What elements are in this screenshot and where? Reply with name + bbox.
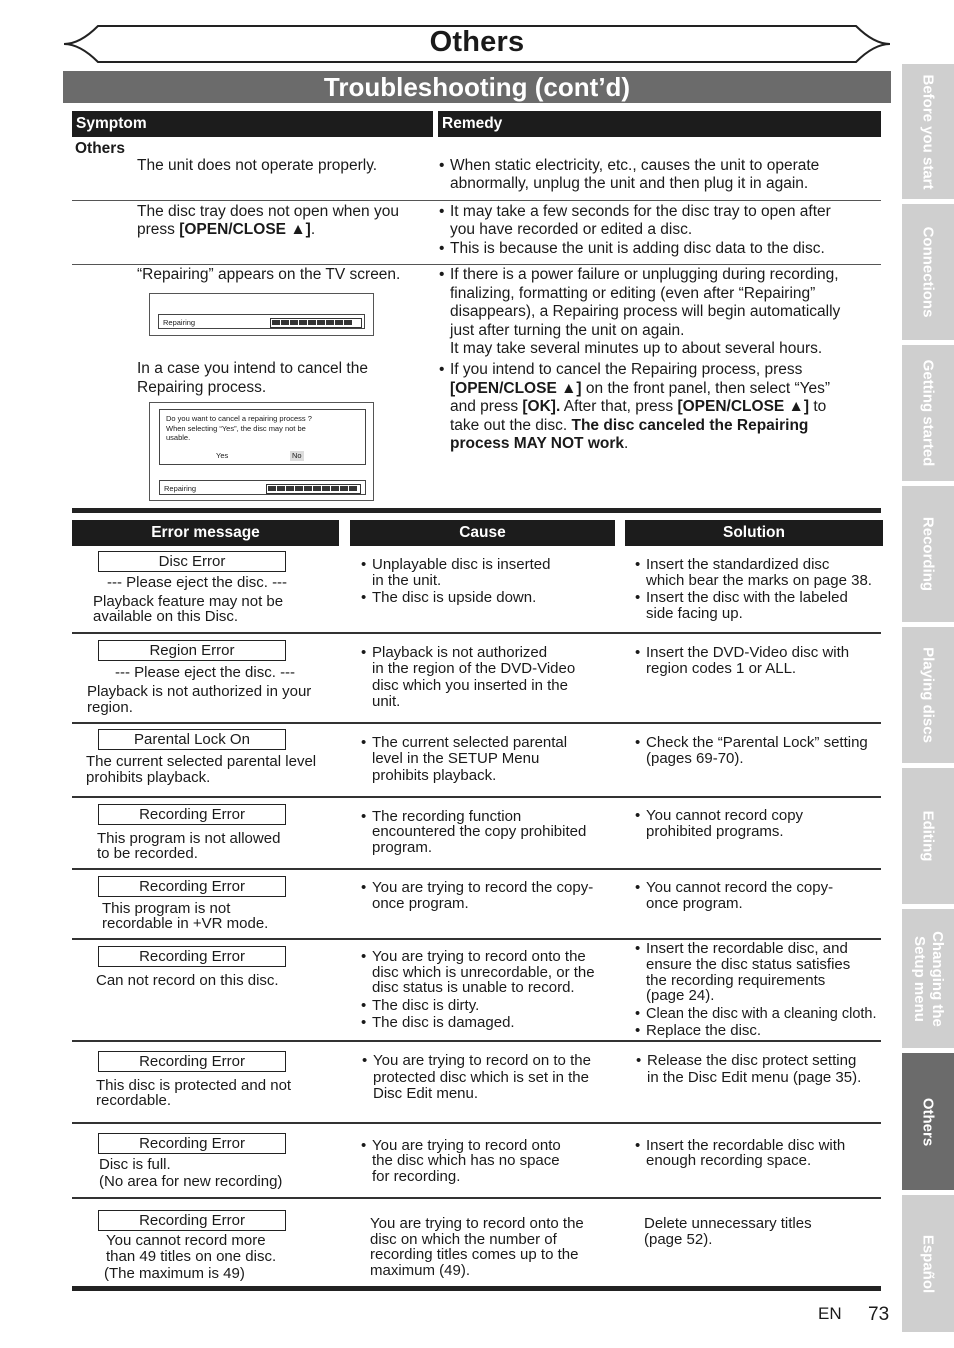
- cause-line: disc on which the number of: [370, 1231, 557, 1248]
- table-bottom-rule: [72, 1286, 881, 1291]
- progress-icon: [270, 318, 362, 328]
- error-message: region.: [87, 699, 133, 716]
- error-message: (The maximum is 49): [104, 1265, 245, 1282]
- cause-line: unit.: [372, 693, 401, 710]
- tab-playing-discs[interactable]: Playing discs: [902, 627, 954, 763]
- remedy-line: just after turning the unit on again.: [450, 322, 685, 339]
- cause-line: recording titles comes up to the: [370, 1246, 579, 1263]
- row-divider: [72, 1197, 881, 1199]
- solution-line: (page 24).: [646, 987, 715, 1004]
- repairing-label: Repairing: [164, 484, 197, 493]
- page-number: 73: [868, 1304, 890, 1325]
- row-divider: [72, 1122, 881, 1124]
- dialog-text: When selecting “Yes”, the disc may not be: [166, 423, 306, 433]
- remedy-line: • It may take a few seconds for the disc tray to open after: [450, 203, 831, 222]
- solution-line: • Insert the recordable disc, and: [646, 941, 848, 958]
- tab-espanol[interactable]: Español: [902, 1195, 954, 1332]
- remedy-text: on the front panel, then select “Yes”: [581, 380, 831, 397]
- symptom-text: The disc tray does not open when you: [137, 203, 399, 220]
- cause-line: maximum (49).: [370, 1262, 471, 1279]
- error-message: recordable in +VR mode.: [102, 915, 269, 932]
- error-message-header: Error message: [72, 520, 339, 546]
- solution-line: • You cannot record the copy-: [646, 880, 833, 897]
- solution-line: ensure the disc status satisfies: [646, 956, 851, 973]
- remedy-line: you have recorded or edited a disc.: [450, 221, 693, 238]
- error-box: Parental Lock On: [98, 729, 286, 750]
- solution-line: • Check the “Parental Lock” setting: [646, 735, 868, 752]
- error-message: You cannot record more: [106, 1232, 266, 1249]
- solution-line: • You cannot record copy: [646, 808, 803, 825]
- error-message: This disc is protected and not: [96, 1077, 292, 1094]
- tab-getting-started[interactable]: Getting started: [902, 345, 954, 481]
- cause-line: Disc Edit menu.: [373, 1085, 479, 1102]
- error-box: Recording Error: [98, 804, 286, 825]
- symptom-text: “Repairing” appears on the TV screen.: [137, 266, 401, 283]
- cause-line: encountered the copy prohibited: [372, 823, 587, 840]
- cause-line: • You are trying to record the copy-: [372, 880, 593, 897]
- solution-line: • Release the disc protect setting: [647, 1053, 856, 1070]
- error-box: Region Error: [98, 640, 286, 661]
- symptom-text: The unit does not operate properly.: [137, 157, 378, 174]
- language-label: EN: [818, 1304, 842, 1323]
- error-message: Can not record on this disc.: [96, 972, 279, 989]
- row-divider: [72, 200, 881, 201]
- cause-header: Cause: [350, 520, 615, 546]
- row-divider: [72, 722, 881, 724]
- error-box: Recording Error: [98, 946, 286, 967]
- warning-text: The disc canceled the Repairing: [571, 417, 809, 434]
- open-close-key: [OPEN/CLOSE ▲]: [450, 380, 582, 397]
- row-divider: [72, 264, 881, 265]
- error-message: (No area for new recording): [99, 1173, 283, 1190]
- remedy-line: [450, 398, 826, 417]
- error-message: Disc is full.: [99, 1156, 171, 1173]
- remedy-line: • If you intend to cancel the Repairing process, press: [450, 361, 802, 380]
- yes-option: Yes: [216, 451, 229, 460]
- symptom-header: Symptom: [72, 111, 433, 137]
- tab-changing-setup-menu[interactable]: Changing the Setup menu: [902, 909, 954, 1048]
- cause-line: • Playback is not authorized: [372, 645, 547, 662]
- error-message: available on this Disc.: [93, 608, 239, 625]
- error-message: --- Please eject the disc. ---: [115, 664, 296, 681]
- cause-line: for recording.: [372, 1168, 461, 1185]
- error-box: Recording Error: [98, 1051, 286, 1072]
- error-message: This program is not allowed: [97, 830, 281, 847]
- cause-line: the disc which has no space: [372, 1152, 560, 1169]
- solution-line: side facing up.: [646, 605, 743, 622]
- symptom-text: In a case you intend to cancel the: [137, 360, 368, 377]
- solution-line: • Clean the disc with a cleaning cloth.: [646, 1006, 877, 1023]
- solution-line: (pages 69-70).: [646, 750, 744, 767]
- error-message: than 49 titles on one disc.: [106, 1248, 277, 1265]
- cause-line: disc status is unable to record.: [372, 979, 575, 996]
- symptom-period: .: [310, 221, 316, 238]
- table-divider: [72, 508, 881, 513]
- solution-line: in the Disc Edit menu (page 35).: [647, 1069, 862, 1086]
- error-box: Disc Error: [98, 551, 286, 572]
- tab-connections[interactable]: Connections: [902, 204, 954, 340]
- remedy-line: [450, 435, 628, 454]
- remedy-header: Remedy: [438, 111, 881, 137]
- remedy-text: .: [624, 435, 629, 452]
- open-close-key: [OPEN/CLOSE ▲]: [179, 221, 311, 238]
- repairing-label: Repairing: [163, 318, 196, 327]
- solution-line: enough recording space.: [646, 1152, 812, 1169]
- ok-key: [OK].: [522, 398, 561, 415]
- error-message: The current selected parental level: [86, 753, 317, 770]
- solution-line: the recording requirements: [646, 972, 826, 989]
- solution-line: (page 52).: [644, 1231, 713, 1248]
- dialog-text: Do you want to cancel a repairing process ?: [166, 414, 312, 423]
- tv-screen-cancel-dialog: [149, 402, 374, 501]
- error-box: Recording Error: [98, 1133, 286, 1154]
- page-title: Others: [429, 26, 525, 58]
- symptom-text: Repairing process.: [137, 379, 267, 396]
- section-title: Troubleshooting (cont’d): [63, 71, 891, 103]
- group-label: Others: [75, 140, 125, 157]
- error-box: Recording Error: [98, 876, 286, 897]
- remedy-line: disappears), a Repairing process will begin automatically: [450, 303, 841, 320]
- progress-icon: [266, 484, 361, 494]
- error-message: This program is not: [102, 900, 231, 917]
- cause-line: in the region of the DVD-Video: [372, 660, 576, 677]
- cause-line: • You are trying to record on to the: [373, 1053, 591, 1070]
- tab-recording[interactable]: Recording: [902, 486, 954, 622]
- solution-line: once program.: [646, 895, 743, 912]
- tab-editing[interactable]: Editing: [902, 768, 954, 904]
- remedy-line: It may take several minutes up to about several hours.: [450, 340, 823, 357]
- cause-line: • The disc is damaged.: [372, 1015, 515, 1032]
- remedy-line: [450, 417, 808, 436]
- no-option: No: [292, 451, 302, 460]
- error-message: to be recorded.: [97, 845, 198, 862]
- solution-line: region codes 1 or ALL.: [646, 660, 797, 677]
- remedy-text: to: [809, 398, 827, 415]
- error-box: Recording Error: [98, 1210, 286, 1231]
- cause-line: • You are trying to record onto the: [372, 949, 586, 966]
- cause-line: • You are trying to record onto: [372, 1138, 561, 1155]
- error-message: Playback feature may not be: [93, 593, 284, 610]
- cause-line: program.: [372, 839, 433, 856]
- tv-screen-repairing: [149, 293, 374, 336]
- symptom-text: [137, 221, 315, 240]
- cancel-dialog: [159, 409, 366, 465]
- remedy-line: finalizing, formatting or editing (even after “Repairing”: [450, 285, 816, 302]
- warning-text: process MAY NOT work: [450, 435, 625, 452]
- solution-line: • Insert the DVD-Video disc with: [646, 645, 849, 662]
- dialog-text: usable.: [166, 433, 191, 442]
- solution-line: Delete unnecessary titles: [644, 1215, 812, 1232]
- remedy-line: [450, 380, 830, 399]
- cause-line: You are trying to record onto the: [370, 1215, 584, 1232]
- remedy-text: After that, press: [560, 398, 678, 415]
- row-divider: [72, 868, 881, 870]
- remedy-text: take out the disc.: [450, 417, 572, 434]
- row-divider: [72, 796, 881, 798]
- solution-line: • Insert the recordable disc with: [646, 1138, 845, 1155]
- row-divider: [72, 1040, 881, 1042]
- cause-line: • The current selected parental: [372, 735, 567, 752]
- cause-line: level in the SETUP Menu: [372, 750, 540, 767]
- tab-before-you-start[interactable]: Before you start: [902, 64, 954, 199]
- error-message: recordable.: [96, 1092, 172, 1109]
- tab-others[interactable]: Others: [902, 1053, 954, 1190]
- cause-line: • The disc is upside down.: [372, 590, 536, 607]
- solution-line: • Replace the disc.: [646, 1023, 761, 1040]
- error-message: Playback is not authorized in your: [87, 683, 312, 700]
- cause-line: prohibits playback.: [372, 767, 497, 784]
- error-message: --- Please eject the disc. ---: [107, 574, 288, 591]
- cause-line: disc which you inserted in the: [372, 677, 568, 694]
- solution-line: which bear the marks on page 38.: [646, 572, 872, 589]
- open-close-key: [OPEN/CLOSE ▲]: [677, 398, 810, 415]
- error-message: prohibits playback.: [86, 769, 211, 786]
- solution-line: prohibited programs.: [646, 823, 784, 840]
- solution-line: • Insert the standardized disc: [646, 557, 829, 574]
- remedy-text: and press: [450, 398, 523, 415]
- row-divider: [72, 632, 881, 634]
- solution-line: • Insert the disc with the labeled: [646, 590, 848, 607]
- cause-line: disc which is unrecordable, or the: [372, 964, 595, 981]
- remedy-line: • When static electricity, etc., causes the unit to operate: [450, 157, 819, 176]
- cause-line: once program.: [372, 895, 469, 912]
- cause-line: • The recording function: [372, 809, 521, 826]
- cause-line: • The disc is dirty.: [372, 998, 479, 1015]
- symptom-press: press: [137, 221, 180, 238]
- cause-line: in the unit.: [372, 572, 442, 589]
- remedy-line: • If there is a power failure or unplugging during recording,: [450, 266, 839, 285]
- cause-line: protected disc which is set in the: [373, 1069, 589, 1086]
- cause-line: • Unplayable disc is inserted: [372, 557, 550, 574]
- solution-header: Solution: [625, 520, 883, 546]
- remedy-line: • This is because the unit is adding disc data to the disc.: [450, 240, 825, 259]
- remedy-line: abnormally, unplug the unit and then plug it in again.: [450, 175, 809, 192]
